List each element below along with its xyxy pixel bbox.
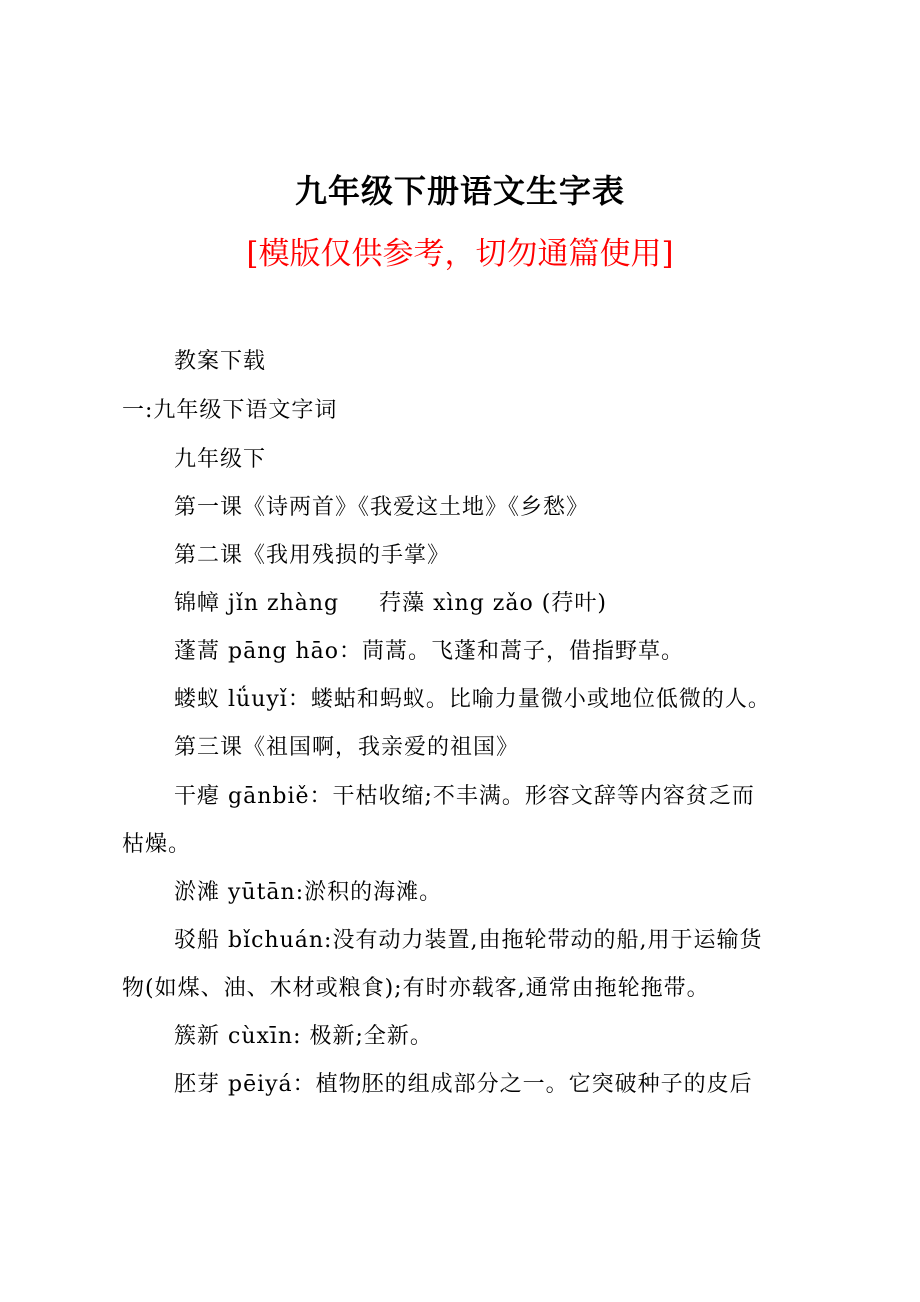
- vocab-entry: 蓬蒿 pāng hāo：茼蒿。飞蓬和蒿子，借指野草。: [174, 639, 684, 664]
- grade-heading: 九年级下: [174, 447, 267, 472]
- document-title: 九年级下册语文生字表: [294, 172, 625, 210]
- vocab-entry: 蝼蚁 lǘuyǐ：蝼蛄和蚂蚁。比喻力量微小或地位低微的人。: [174, 687, 771, 712]
- template-notice: [模版仅供参考，切勿通篇使用]: [246, 236, 674, 272]
- text-line-download: 教案下载: [174, 349, 267, 374]
- vocab-entry-continued: 物(如煤、油、木材或粮食);有时亦载客,通常由拖轮拖带。: [122, 976, 710, 1001]
- vocab-entry-continued: 枯燥。: [122, 832, 192, 857]
- vocab-entry: 簇新 cùxīn: 极新;全新。: [174, 1024, 433, 1049]
- vocab-entry: 锦幛 jǐn zhàng 荇藻 xìng zǎo (荇叶): [174, 591, 607, 616]
- lesson-heading-3: 第三课《祖国啊，我亲爱的祖国》: [174, 735, 520, 760]
- lesson-heading-1: 第一课《诗两首》《我爱这土地》《乡愁》: [174, 495, 590, 520]
- vocab-entry: 胚芽 pēiyá：植物胚的组成部分之一。它突破种子的皮后: [174, 1072, 753, 1097]
- lesson-heading-2: 第二课《我用残损的手掌》: [174, 543, 451, 568]
- vocab-entry: 驳船 bǐchuán:没有动力装置,由拖轮带动的船,用于运输货: [174, 928, 763, 953]
- section-heading: 一:九年级下语文字词: [122, 398, 338, 423]
- vocab-entry: 干瘪 gānbiě：干枯收缩;不丰满。形容文辞等内容贫乏而: [174, 784, 755, 809]
- vocab-entry: 淤滩 yūtān:淤积的海滩。: [174, 880, 443, 905]
